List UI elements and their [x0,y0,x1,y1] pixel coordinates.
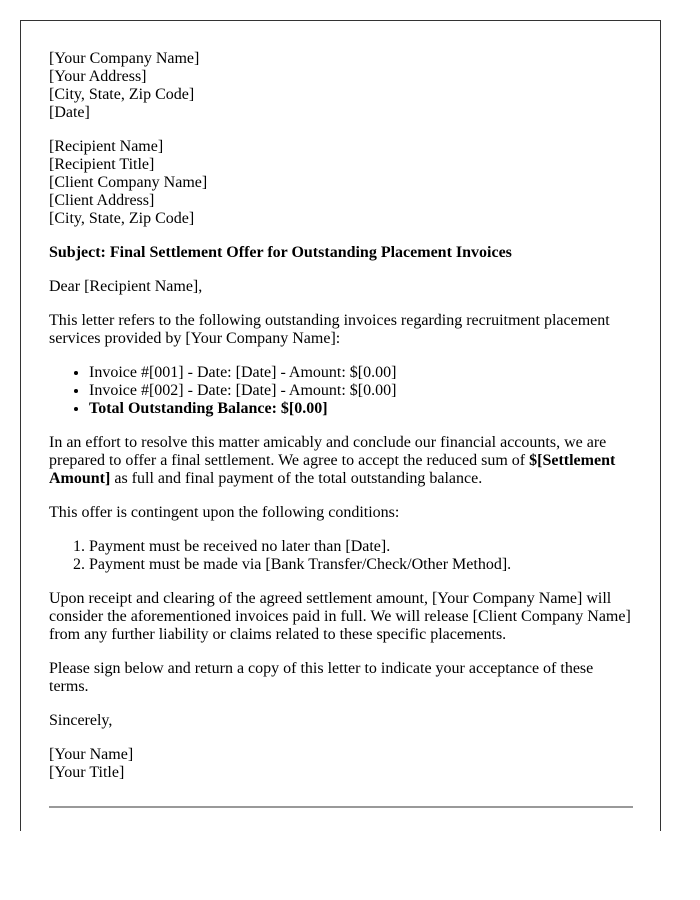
invoice-item: • Invoice #[001] - Date: [Date] - Amount: $[0.00] [89,364,633,382]
condition-item: 1. Payment must be received no later than [Date]. [89,538,633,556]
signature-block [49,746,633,782]
invoice-total [89,400,633,418]
client-address: [Client Address] [49,192,155,209]
sender-address-line: [Your Address] [49,68,147,85]
intro-paragraph: This letter refers to the following outstanding invoices regarding recruitment placement services provided by [Your Company Name]: [49,312,610,347]
offer-text-end: as full and final payment of the total outstanding balance. [110,470,483,487]
subject-line: Subject: Final Settlement Offer for Outstanding Placement Invoices [49,244,512,261]
recipient-title: [Recipient Title] [49,156,155,173]
condition-item: 2. Payment must be made via [Bank Transfer/Check/Other Method]. [89,556,633,574]
letter-date: [Date] [49,104,90,121]
offer-text: In an effort to resolve this matter amicably and conclude our financial accounts, we are prepared to offer a final settlement. We agree to accept the reduced sum of [49,434,607,469]
invoice-item: • Invoice #[002] - Date: [Date] - Amount: $[0.00] [89,382,633,400]
offer-paragraph [49,434,633,488]
client-city: [City, State, Zip Code] [49,210,195,227]
conditions-list [49,538,633,574]
client-company: [Client Company Name] [49,174,208,191]
recipient-name: [Recipient Name] [49,138,164,155]
letter-page [20,20,661,831]
settlement-amount: $[Settlement Amount] [49,452,616,487]
release-paragraph: Upon receipt and clearing of the agreed settlement amount, [Your Company Name] will consider the aforementioned invoices paid in full. We will release [Client Company Name] from any further liability or claims related to these specific placements. [49,590,631,643]
conditions-intro: This offer is contingent upon the following conditions: [49,504,400,521]
recipient-address [49,138,633,228]
sender-address [49,50,633,122]
sender-city: [City, State, Zip Code] [49,86,195,103]
invoice-list [49,364,633,418]
signer-title: [Your Title] [49,764,125,781]
salutation: Dear [Recipient Name], [49,278,203,295]
closing: Sincerely, [49,712,113,729]
divider [49,806,633,808]
total-balance: Total Outstanding Balance: $[0.00] [89,400,328,417]
sign-request: Please sign below and return a copy of this letter to indicate your acceptance of these terms. [49,660,594,695]
signer-name: [Your Name] [49,746,134,763]
sender-company: [Your Company Name] [49,50,200,67]
